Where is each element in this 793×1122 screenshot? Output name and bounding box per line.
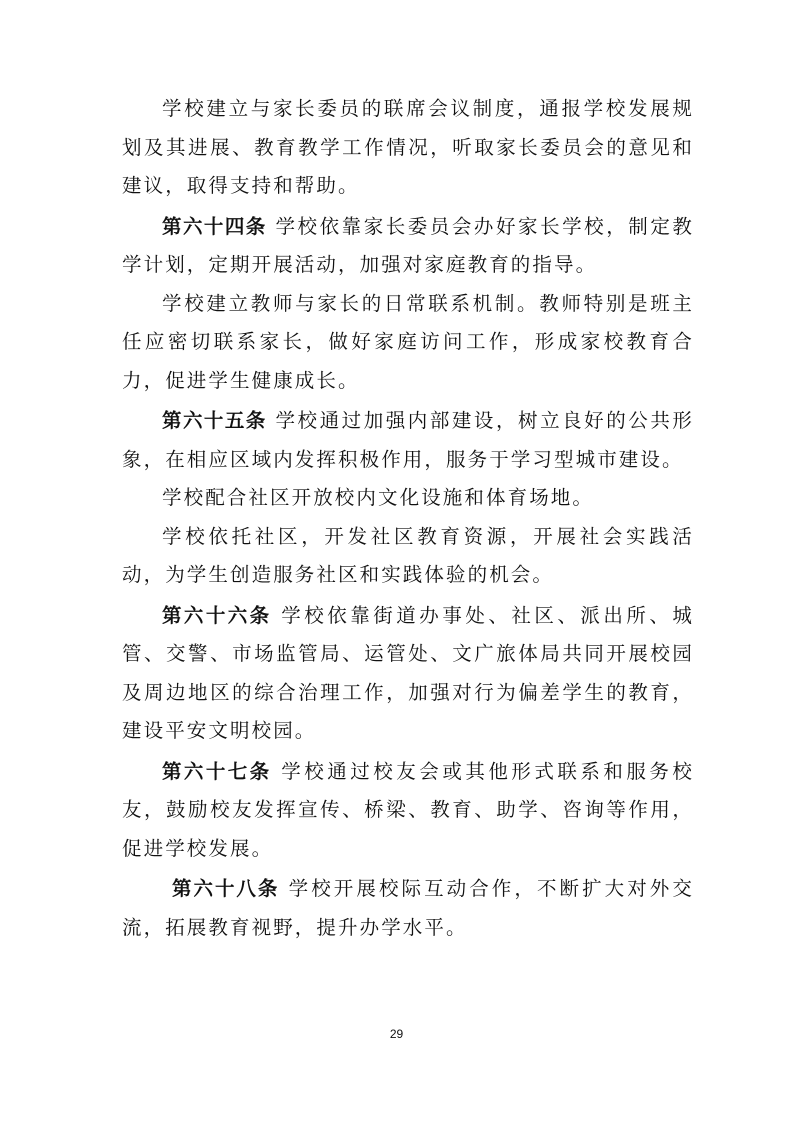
paragraph-text: 学校依托社区，开发社区教育资源，开展社会实践活动，为学生创造服务社区和实践体验的机会。	[122, 524, 694, 586]
paragraph-text: 学校依靠街道办事处、社区、派出所、城管、交警、市场监管局、运管处、文广旅体局共同开展校园及周边地区的综合治理工作，加强对行为偏差学生的教育，建设平安文明校园。	[122, 603, 694, 742]
article-heading: 第六十七条	[162, 759, 272, 783]
paragraph-community-facilities	[122, 479, 694, 518]
article-66	[122, 597, 694, 751]
paragraph-text: 学校通过校友会或其他形式联系和服务校友，鼓励校友发挥宣传、桥梁、教育、助学、咨询等作用，促进学校发展。	[122, 759, 694, 860]
paragraph-text: 学校开展校际互动合作，不断扩大对外交流，拓展教育视野，提升办学水平。	[122, 877, 694, 939]
article-heading: 第六十六条	[162, 603, 272, 627]
paragraph-text: 学校建立与家长委员的联席会议制度，通报学校发展规划及其进展、教育教学工作情况，听取家长委员会的意见和建议，取得支持和帮助。	[122, 97, 694, 197]
article-heading: 第六十八条	[172, 877, 280, 900]
paragraph-text: 学校建立教师与家长的日常联系机制。教师特别是班主任应密切联系家长，做好家庭访问工作，形成家校教育合力，促进学生健康成长。	[122, 291, 694, 392]
paragraph-community-resources	[122, 518, 694, 595]
article-heading: 第六十四条	[162, 214, 267, 238]
page-number: 29	[389, 1027, 404, 1041]
article-67	[122, 753, 694, 869]
paragraph-teacher-parent-contact	[122, 285, 694, 401]
paragraph-text: 学校依靠家长委员会办好家长学校，制定教学计划，定期开展活动，加强对家庭教育的指导。	[122, 214, 694, 276]
paragraph-text: 学校通过加强内部建设，树立良好的公共形象，在相应区域内发挥积极作用，服务于学习型城市建设。	[122, 409, 694, 471]
article-64	[122, 208, 694, 285]
article-68	[122, 870, 694, 947]
paragraph-parent-committee-meeting	[122, 90, 694, 206]
document-body	[122, 90, 694, 947]
paragraph-text: 学校配合社区开放校内文化设施和体育场地。	[162, 486, 595, 509]
article-heading: 第六十五条	[162, 409, 267, 432]
article-65	[122, 402, 694, 479]
